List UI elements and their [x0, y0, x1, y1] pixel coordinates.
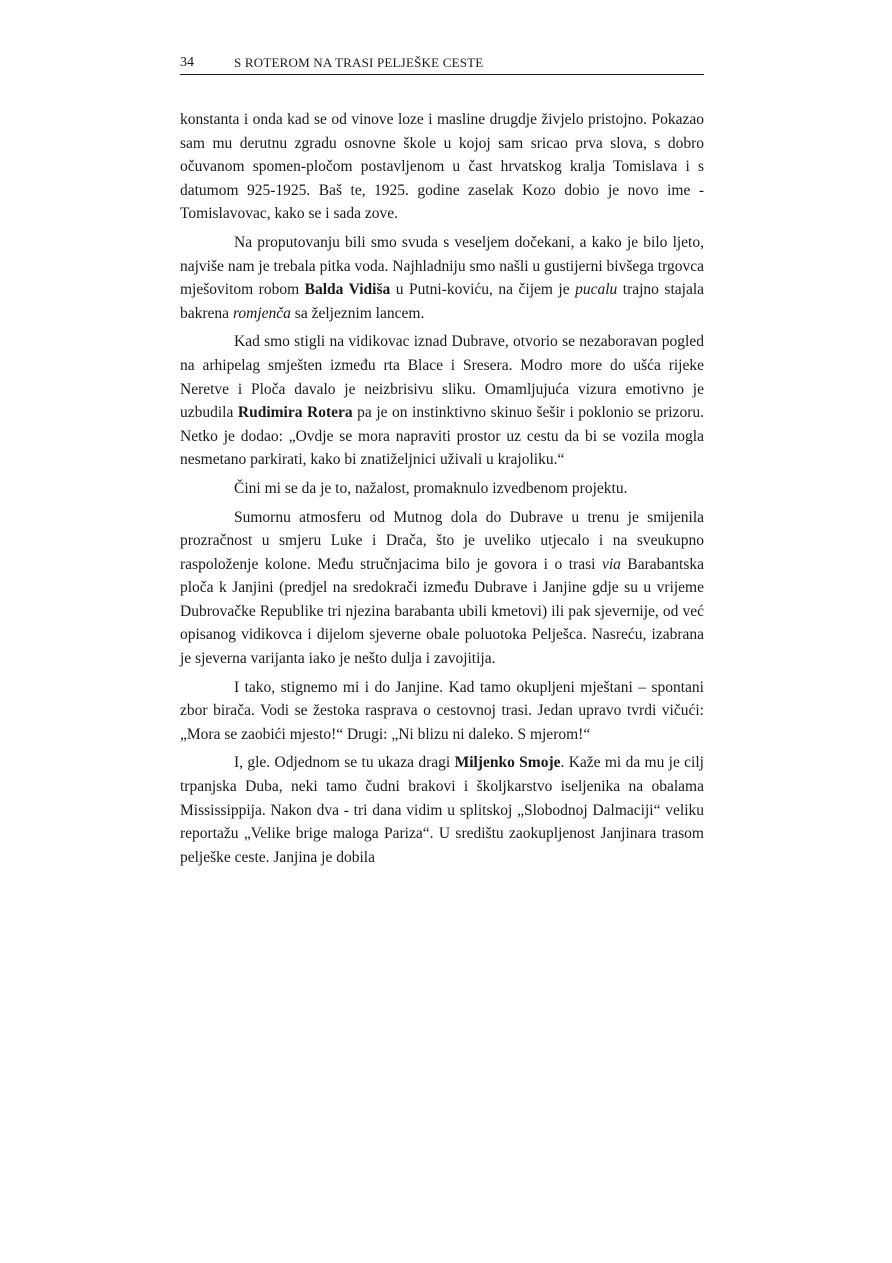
bold-name: Balda Vidiša: [304, 281, 391, 299]
bold-name: Rudimira Rotera: [237, 404, 353, 422]
paragraph: [180, 231, 704, 325]
text-run: Čini mi se da je to, nažalost, promaknulo izvedbenom projektu.: [234, 479, 628, 497]
running-title: S ROTEROM NA TRASI PELJEŠKE CESTE: [234, 55, 484, 70]
text-run: Barabantska ploča k Janjini (predjel na sredokrači između Dubrave i Janjine gdje su u vrijeme Dubrovačke Republike tri njezina barabanta ubili kmetovi) ili pak sjevernije, od već opisanog vidikovca i dijelom sjeverne obale poluotoka Pelješca. Nasreću, izabrana je sjeverna varijanta iako je nešto dulja i zavojitija.: [180, 555, 704, 668]
paragraph: [180, 330, 704, 472]
text-run: konstanta i onda kad se od vinove loze i masline drugdje živjelo pristojno. Pokazao sam mu derutnu zgradu osnovne škole u kojoj sam sricao prva slova, s dobro očuvanom spomen-pločom postavljenom u čast hrvatskog kralja Tomislava i s datumom 925-1925. Baš te, 1925. godine zaselak Kozo dobio je novo ime - Tomislavovac, kako se i sada zove.: [180, 111, 704, 223]
paragraph: [180, 506, 704, 671]
bold-name: Miljenko Smoje: [454, 754, 561, 772]
text-run: Na proputovanju bili smo svuda s veseljem dočekani, a kako je bilo ljeto, najviše nam je trebala pitka voda. Najhladniju smo našli u gustijerni bivšega trgovca mješovitom robom: [180, 233, 704, 299]
body-text: [180, 108, 704, 874]
text-run: pa je on instinktivno skinuo šešir i poklonio se prizoru. Netko je dodao: „Ovdje se mora napraviti prostor uz cestu da bi se vozila mogla nesmetano parkirati, kako bi znatiželjnici uživali u krajoliku.“: [180, 404, 704, 469]
italic-term: via: [601, 555, 621, 573]
text-run: sa željeznim lancem.: [290, 304, 425, 322]
paragraph: [180, 108, 704, 226]
text-run: Sumornu atmosferu od Mutnog dola do Dubrave u trenu je smijenila prozračnost u smjeru Luke i Drača, što je uveliko utjecalo i na sveukupno raspoloženje kolone. Među stručnjacima bilo je govora i o trasi: [180, 508, 704, 573]
italic-term: pucalu: [575, 281, 618, 299]
text-run: trajno stajala bakrena: [180, 281, 705, 322]
page-number: 34: [180, 55, 194, 70]
text-run: u Putni-koviću, na čijem je: [390, 281, 576, 299]
text-run: . Kaže mi da mu je cilj trpanjska Duba, neki tamo čudni brakovi i školjkarstvo iseljenika na obalama Mississippija. Nakon dva - tri dana vidim u splitskoj „Slobodnoj Dalmaciji“ veliku reportažu „Velike brige maloga Pariza“. U središtu zaokupljenost Janjinara trasom pelješke ceste. Janjina je dobila: [180, 754, 704, 866]
page-header: [180, 54, 704, 75]
paragraph: [180, 676, 704, 747]
italic-term: romjenča: [232, 304, 291, 322]
text-run: I, gle. Odjednom se tu ukaza dragi: [234, 754, 455, 772]
text-run: I tako, stignemo mi i do Janjine. Kad tamo okupljeni mještani – spontani zbor birača. Vodi se žestoka rasprava o cestovnoj trasi. Jedan upravo tvrdi vičući: „Mora se zaobići mjesto!“ Drugi: „Ni blizu ni daleko. S mjerom!“: [180, 678, 704, 743]
paragraph: [180, 751, 704, 869]
text-run: Kad smo stigli na vidikovac iznad Dubrave, otvorio se nezaboravan pogled na arhipelag smješten između rta Blace i Sresera. Modro more do ušća rijeke Neretve i Ploča davalo je neizbrisivu sliku. Omamljujuća vizura emotivno je uzbudila: [180, 333, 704, 422]
paragraph: [180, 477, 704, 501]
